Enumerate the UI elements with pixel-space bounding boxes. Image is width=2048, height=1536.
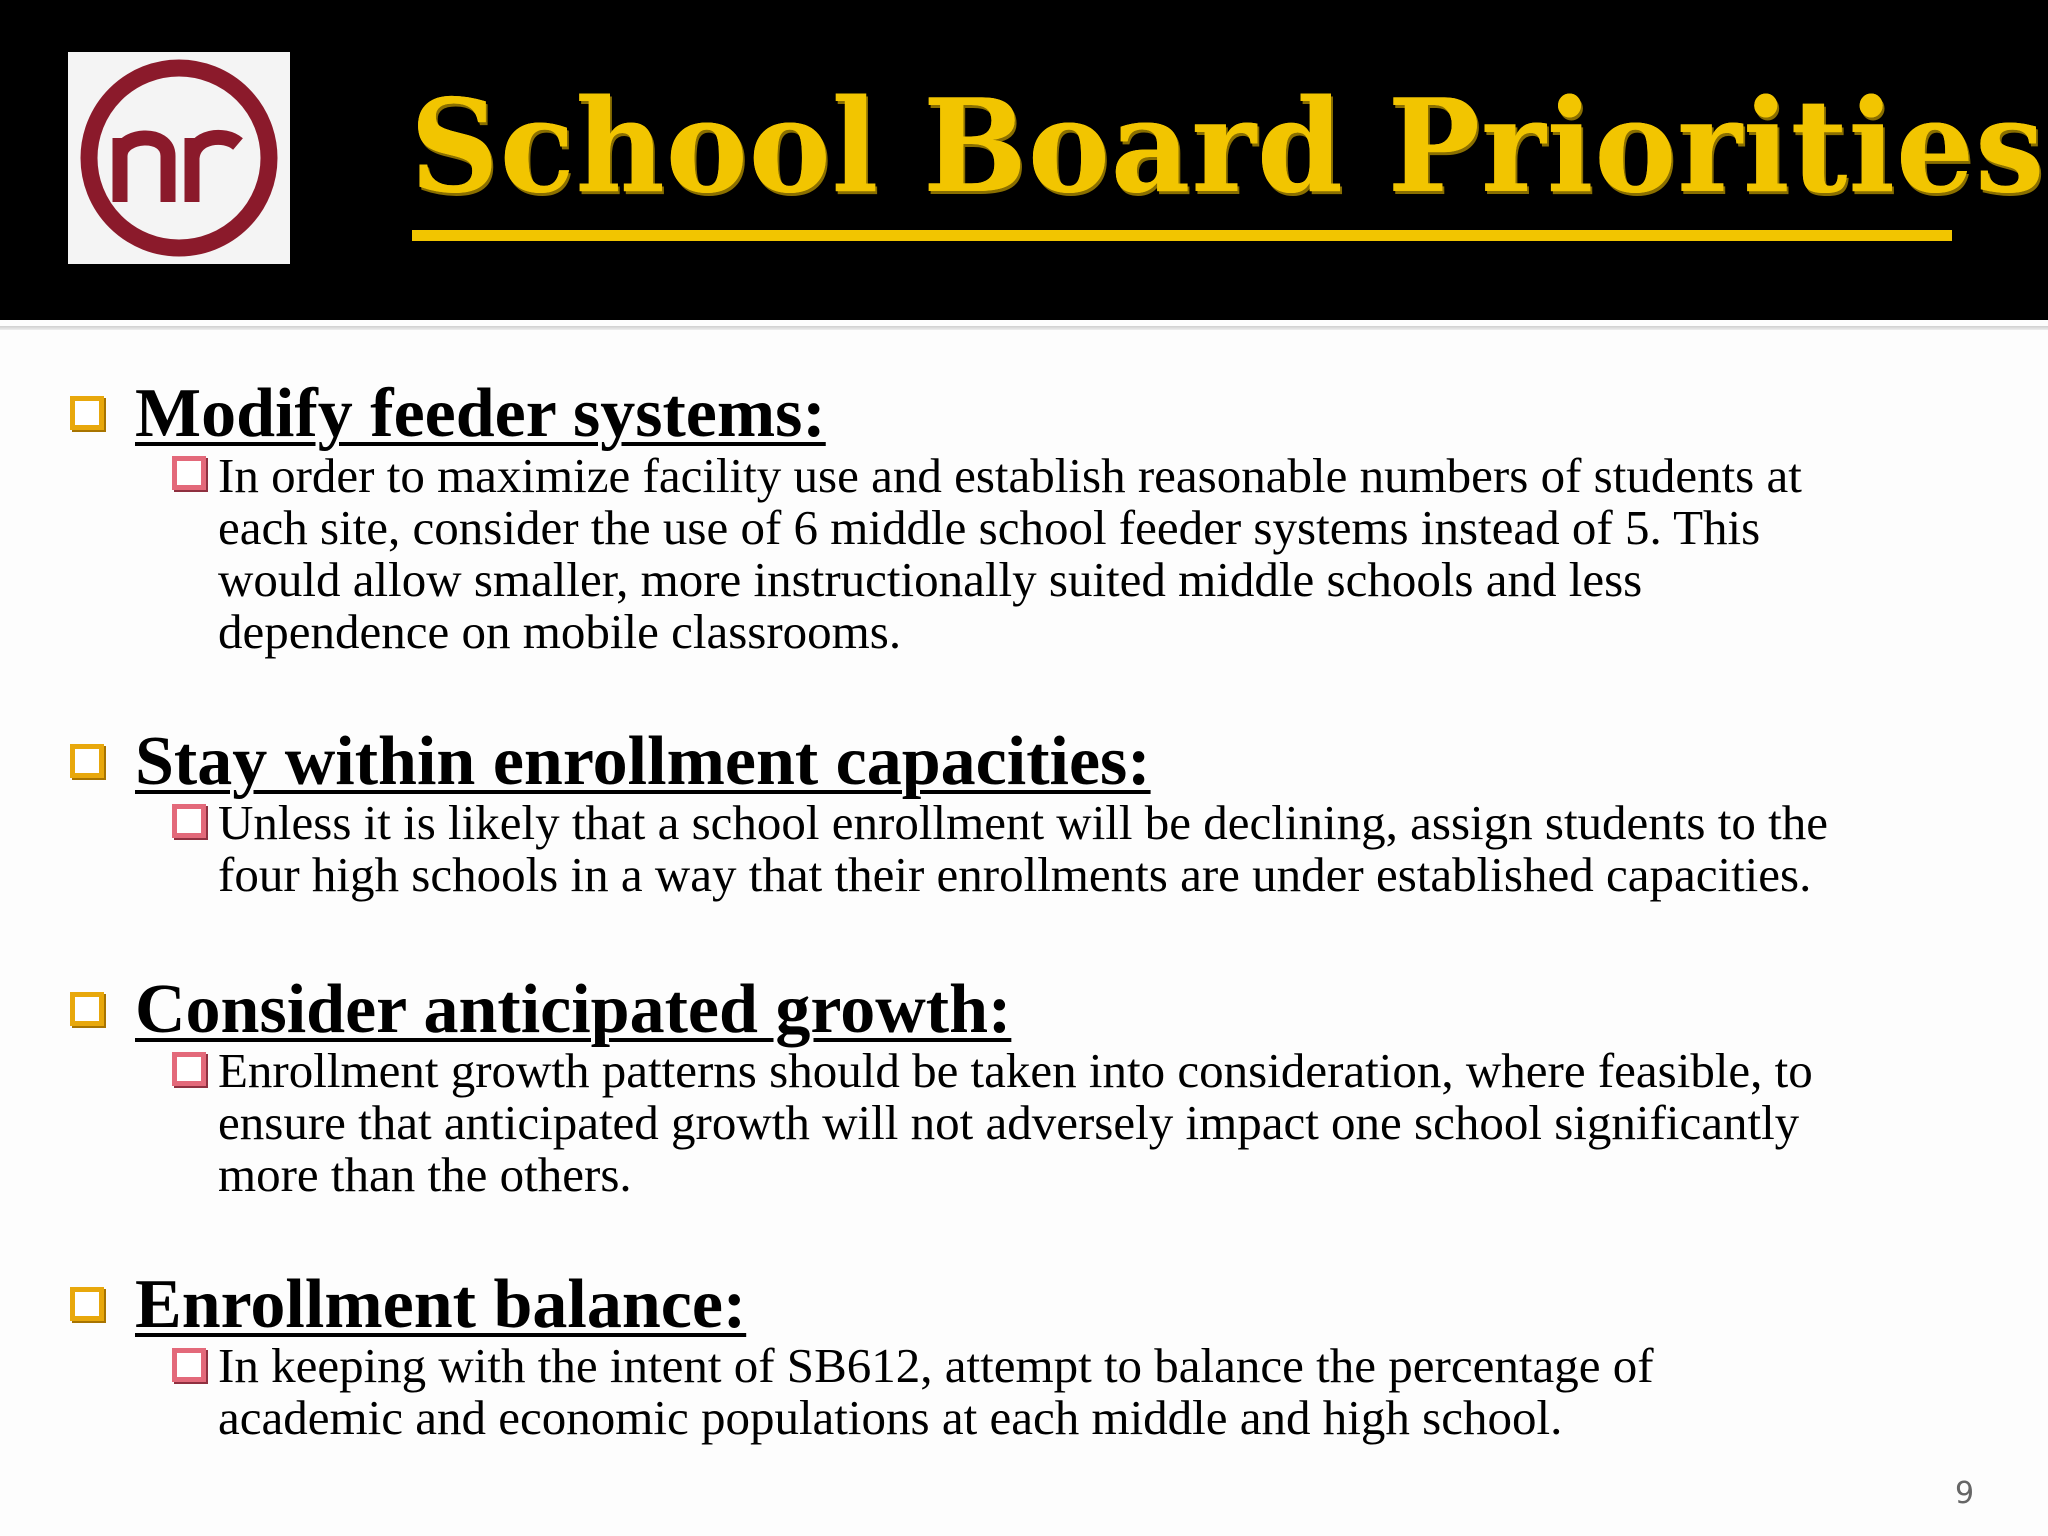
section-heading: Enrollment balance: (135, 1266, 747, 1343)
section-body: Unless it is likely that a school enrollment will be declining, assign students to the four high schools in a way that their enrollments are under established capacities. (218, 795, 1828, 902)
checkbox-square-icon (172, 456, 206, 490)
page-number: 9 (1955, 1476, 1975, 1511)
section-body: In keeping with the intent of SB612, attempt to balance the percentage of academic and economic populations at each middle and high school. (218, 1338, 1654, 1445)
checkbox-square-icon (172, 804, 206, 838)
section-heading: Consider anticipated growth: (135, 971, 1012, 1048)
section-heading: Modify feeder systems: (135, 375, 826, 452)
page-title: School Board Priorities (410, 72, 2046, 222)
checkbox-square-icon (70, 744, 104, 778)
section-body: In order to maximize facility use and establish reasonable numbers of students at each site, consider the use of 6 middle school feeder systems instead of 5. This would allow smaller, more instructionally suited middle schools and less dependence on mobile classrooms. (218, 448, 1802, 659)
checkbox-square-icon (70, 1287, 104, 1321)
section-heading: Stay within enrollment capacities: (135, 723, 1151, 800)
checkbox-square-icon (172, 1052, 206, 1086)
checkbox-square-icon (70, 396, 104, 430)
section-body: Enrollment growth patterns should be taken into consideration, where feasible, to ensure that anticipated growth will not adversely impact one school significantly more than the others. (218, 1043, 1813, 1202)
checkbox-square-icon (70, 992, 104, 1026)
checkbox-square-icon (172, 1348, 206, 1382)
